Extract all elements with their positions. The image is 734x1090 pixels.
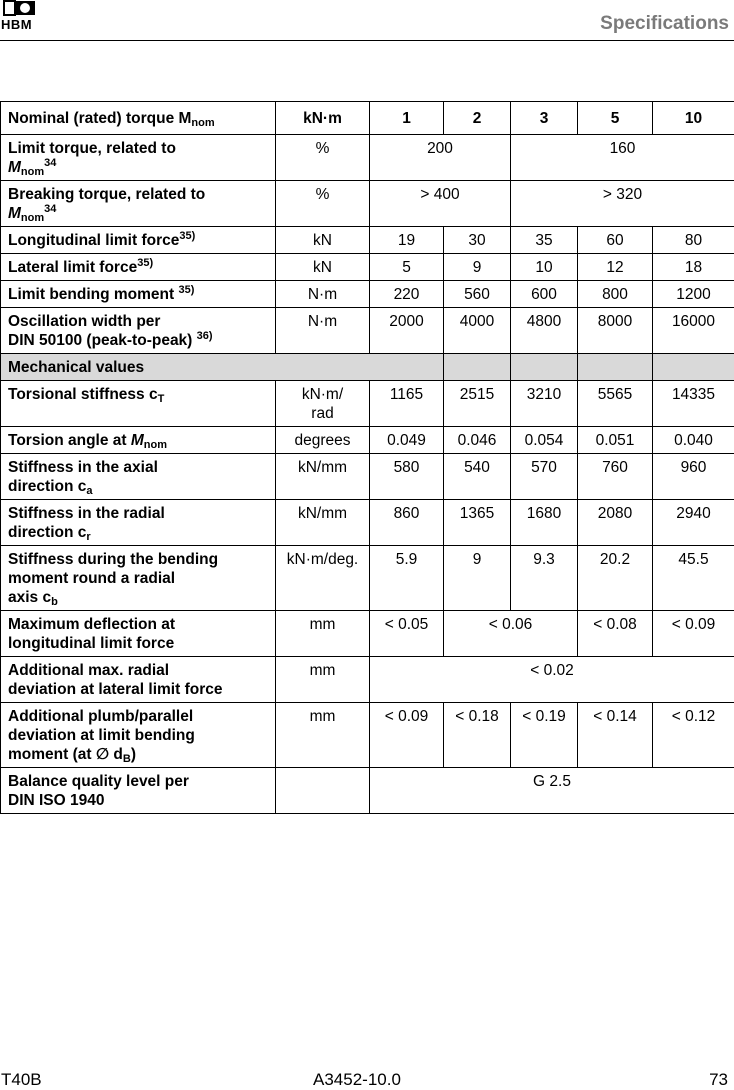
value-cell: 10 [511,254,578,281]
value-cell: 8000 [578,308,653,354]
value-cell: 2 [444,102,511,135]
row-label: Stiffness during the bending moment round a radial axis $c_b$ [1,546,276,611]
row-label: Maximum deflection at longitudinal limit force [1,611,276,657]
value-cell: < 0.09 [370,703,444,768]
value-cell: > 320 [511,181,734,227]
unit-cell: kN·m/deg. [276,546,370,611]
unit-cell: kN/mm [276,454,370,500]
row-label: Additional plumb/parallel deviation at limit bending moment (at ∅ $d_B$) [1,703,276,768]
unit-cell: kN [276,227,370,254]
table-row [1,181,734,227]
hbm-logo-mark [2,0,38,18]
table-row [1,611,734,657]
value-cell: 19 [370,227,444,254]
table-row [1,500,734,546]
row-label: Torsion angle at $M_{nom}$ [1,427,276,454]
empty-cell [578,354,653,381]
table-row [1,546,734,611]
unit-cell: mm [276,703,370,768]
row-label: Stiffness in the axial direction $c_a$ [1,454,276,500]
value-cell: 35 [511,227,578,254]
value-cell: < 0.19 [511,703,578,768]
specifications-table [0,101,734,814]
value-cell: 0.054 [511,427,578,454]
value-cell: 45.5 [653,546,734,611]
value-cell: 18 [653,254,734,281]
value-cell: 4000 [444,308,511,354]
value-cell: 5565 [578,381,653,427]
value-cell: 160 [511,135,734,181]
value-cell: 9 [444,254,511,281]
value-cell: 16000 [653,308,734,354]
section-title: Specifications [600,13,729,34]
table-row [1,102,734,135]
header-rule [0,40,734,41]
unit-cell: degrees [276,427,370,454]
value-cell: 60 [578,227,653,254]
value-cell: 10 [653,102,734,135]
unit-cell: kN/mm [276,500,370,546]
unit-cell: % [276,135,370,181]
value-cell: 1 [370,102,444,135]
table-row [1,254,734,281]
unit-cell: kN·m [276,102,370,135]
value-cell: 570 [511,454,578,500]
section-header-row [1,354,734,381]
table-row [1,657,734,703]
value-cell: 9 [444,546,511,611]
unit-cell: kN [276,254,370,281]
value-cell: 5.9 [370,546,444,611]
row-label: Lateral limit force$^{35)}$ [1,254,276,281]
table-row [1,135,734,181]
empty-cell [511,354,578,381]
table-row [1,227,734,254]
value-cell: 12 [578,254,653,281]
value-cell: 4800 [511,308,578,354]
empty-cell [653,354,734,381]
value-cell: < 0.08 [578,611,653,657]
unit-cell: N·m [276,308,370,354]
value-cell: 0.040 [653,427,734,454]
value-cell: 0.046 [444,427,511,454]
row-label: Nominal (rated) torque $M_{nom}$ [1,102,276,135]
value-cell: > 400 [370,181,511,227]
unit-cell: mm [276,657,370,703]
unit-cell: N·m [276,281,370,308]
value-cell: 30 [444,227,511,254]
value-cell: 580 [370,454,444,500]
value-cell: 2940 [653,500,734,546]
value-cell: 2515 [444,381,511,427]
value-cell: 760 [578,454,653,500]
value-cell: < 0.12 [653,703,734,768]
unit-cell: % [276,181,370,227]
table-row [1,308,734,354]
row-label: Longitudinal limit force$^{35)}$ [1,227,276,254]
table-row [1,703,734,768]
value-cell: 600 [511,281,578,308]
value-cell: 80 [653,227,734,254]
value-cell: 0.051 [578,427,653,454]
value-cell: 3210 [511,381,578,427]
value-cell: 0.049 [370,427,444,454]
value-cell: 960 [653,454,734,500]
value-cell: 3 [511,102,578,135]
value-cell: 14335 [653,381,734,427]
value-cell: 860 [370,500,444,546]
table-row [1,381,734,427]
row-label: Limit torque, related to $M_{nom}^{34}$ [1,135,276,181]
unit-cell: mm [276,611,370,657]
value-cell: 200 [370,135,511,181]
value-cell: 800 [578,281,653,308]
row-label: Additional max. radial deviation at lateral limit force [1,657,276,703]
table-row [1,454,734,500]
value-cell: < 0.02 [370,657,734,703]
section-heading: Mechanical values [1,354,444,381]
row-label: Balance quality level per DIN ISO 1940 [1,768,276,814]
value-cell: 9.3 [511,546,578,611]
logo-text: HBM [1,17,33,32]
value-cell: < 0.09 [653,611,734,657]
footer-document-number: A3452-10.0 [313,1070,401,1089]
value-cell: 220 [370,281,444,308]
row-label: Oscillation width per DIN 50100 (peak-to-peak) $^{36)}$ [1,308,276,354]
value-cell: 1200 [653,281,734,308]
value-cell: < 0.18 [444,703,511,768]
unit-cell [276,768,370,814]
value-cell: 5 [578,102,653,135]
value-cell: 1365 [444,500,511,546]
value-cell: G 2.5 [370,768,734,814]
value-cell: 1165 [370,381,444,427]
row-label: Breaking torque, related to $M_{nom}^{34}$ [1,181,276,227]
footer-product: T40B [1,1070,42,1089]
value-cell: 2000 [370,308,444,354]
table-row [1,427,734,454]
table-row [1,768,734,814]
value-cell: 560 [444,281,511,308]
value-cell: < 0.14 [578,703,653,768]
page-number: 73 [709,1070,728,1089]
value-cell: 540 [444,454,511,500]
value-cell: < 0.06 [444,611,578,657]
value-cell: 5 [370,254,444,281]
value-cell: < 0.05 [370,611,444,657]
row-label: Torsional stiffness $c_T$ [1,381,276,427]
unit-cell: kN·m/ rad [276,381,370,427]
empty-cell [444,354,511,381]
row-label: Stiffness in the radial direction $c_r$ [1,500,276,546]
row-label: Limit bending moment $^{35)}$ [1,281,276,308]
value-cell: 2080 [578,500,653,546]
value-cell: 20.2 [578,546,653,611]
value-cell: 1680 [511,500,578,546]
table-row [1,281,734,308]
